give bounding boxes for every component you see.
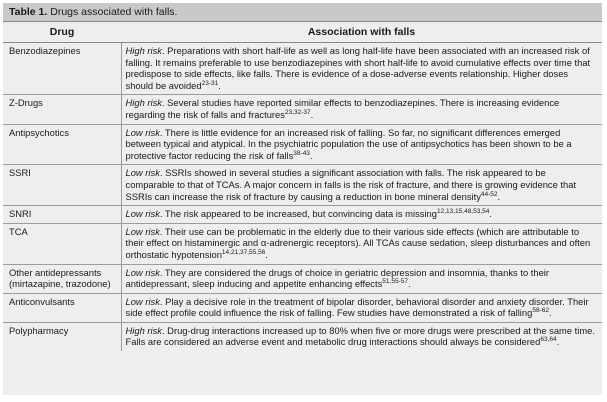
table-title — [3, 3, 602, 22]
risk-level: Low risk — [125, 295, 160, 307]
association-text: . They are considered the drugs of choice in geriatric depression and insomnia, thanks to their antidepressant, sleep inducing and appetite enhancing effects — [125, 266, 549, 290]
association-text: . Several studies have reported similar effects to benzodiazepines. There is increasing evidence regarding the risk of falls and fractures — [125, 97, 560, 120]
risk-level: Low risk — [125, 225, 160, 237]
sentence-end: . — [489, 208, 492, 220]
risk-level: Low risk — [125, 126, 160, 138]
association-cell — [121, 124, 602, 165]
drug-cell — [3, 223, 121, 264]
header-row — [3, 22, 602, 43]
table-row — [3, 223, 602, 264]
association-text: . Drug-drug interactions increased up to 80% when five or more drugs were prescribed at the same time. Falls are considered an adverse event and metabolic drug interactions should always be considered — [125, 324, 595, 348]
reference-superscript: 38-43 — [293, 149, 310, 157]
association-text: . Preparations with short half-life as well as long half-life have been associated with an increased risk of falling. It remains preferable to use benzodiazepines with short half-life to avoid cumulative effects over time that predispose to side effects, like falls. There is evidence of a dose-adverse events relationship. Higher doses should be avoided — [125, 45, 591, 91]
drug-cell — [3, 165, 121, 206]
drug-cell — [3, 293, 121, 322]
drug-cell — [3, 322, 121, 351]
reference-superscript: 44-52 — [480, 190, 498, 198]
table-label: Table 1. — [9, 6, 48, 18]
drug-cell — [3, 43, 121, 95]
table-row — [3, 124, 602, 165]
association-cell — [121, 43, 602, 95]
drug-name: SSRI — [9, 167, 31, 179]
drug-name: Anticonvulsants — [9, 295, 75, 307]
table-body — [3, 43, 602, 352]
association-text: . The risk appeared to be increased, but convincing data is missing — [159, 208, 437, 220]
association-text: . SSRIs showed in several studies a significant association with falls. The risk appeared to be comparable to that of TCAs. A major concern in falls is the risk of fracture, and there is growing evidence that SSRIs can increase the risk of fracture by causing a reduction in bone mineral density — [125, 167, 577, 202]
table-row — [3, 322, 602, 351]
drug-cell — [3, 95, 121, 124]
association-text: . There is little evidence for an increased risk of falling. So far, no significant differences emerged between typical and atypical. In the psychiatric population the use of antipsychotics has been shown to be a protective factor reducing the risk of falls — [125, 126, 572, 161]
table-row — [3, 264, 602, 293]
risk-level: High risk — [125, 324, 162, 336]
risk-level: Low risk — [125, 208, 160, 220]
association-cell — [121, 95, 602, 124]
association-cell — [121, 264, 602, 293]
sentence-end: . — [497, 190, 501, 202]
association-cell — [121, 165, 602, 206]
sentence-end: . — [310, 108, 314, 120]
reference-superscript: 63,64 — [540, 336, 557, 344]
sentence-end: . — [218, 79, 221, 91]
association-text: . Play a decisive role in the treatment of bipolar disorder, behavioral disorder and anxiety disorder. Their side effect profile could influence the risk of falling. Few studies have demonstrated a risk of falling — [125, 295, 589, 319]
drug-column-header: Drug — [3, 22, 121, 43]
drug-cell — [3, 264, 121, 293]
sentence-end: . — [556, 336, 560, 348]
risk-level: High risk — [125, 45, 162, 56]
table-row — [3, 43, 602, 95]
reference-superscript: 51,55-57 — [382, 277, 408, 285]
reference-superscript: 23,32-37 — [284, 108, 311, 116]
sentence-end: . — [407, 278, 411, 290]
table-row — [3, 165, 602, 206]
reference-superscript: 12,13,15,48,53,54 — [436, 208, 490, 215]
drugs-table — [3, 22, 602, 351]
drug-name: Other antidepressants (mirtazapine, trazodone) — [9, 266, 111, 290]
reference-superscript: 23-31 — [201, 79, 219, 87]
drug-cell — [3, 124, 121, 165]
table-row — [3, 206, 602, 224]
sentence-end: . — [265, 248, 268, 260]
drug-name: Polypharmacy — [9, 324, 69, 336]
table-container — [3, 3, 602, 395]
risk-level: High risk — [125, 97, 162, 109]
table-caption: Drugs associated with falls. — [50, 6, 178, 18]
drug-name: Benzodiazepines — [9, 45, 81, 56]
table-row — [3, 95, 602, 124]
sentence-end: . — [548, 307, 552, 319]
sentence-end: . — [309, 149, 313, 161]
association-text: . Their use can be problematic in the elderly due to their various side effects (which are attributable to their effect on histaminergic and α-adrenergic receptors). All TCAs cause sedation, sleep disturbances and often orthostatic hypotension — [125, 225, 591, 260]
association-cell — [121, 322, 602, 351]
association-column-header: Association with falls — [121, 22, 602, 43]
association-cell — [121, 223, 602, 264]
risk-level: Low risk — [125, 167, 160, 179]
drug-name: SNRI — [9, 208, 32, 220]
association-cell — [121, 293, 602, 322]
reference-superscript: 14,21,37,55,56 — [221, 248, 266, 256]
drug-name: TCA — [9, 225, 28, 237]
drug-name: Antipsychotics — [9, 126, 69, 138]
drug-name: Z-Drugs — [9, 97, 43, 109]
risk-level: Low risk — [125, 266, 160, 278]
drug-cell — [3, 206, 121, 224]
table-row — [3, 293, 602, 322]
reference-superscript: 58-62 — [532, 307, 549, 315]
association-cell — [121, 206, 602, 224]
